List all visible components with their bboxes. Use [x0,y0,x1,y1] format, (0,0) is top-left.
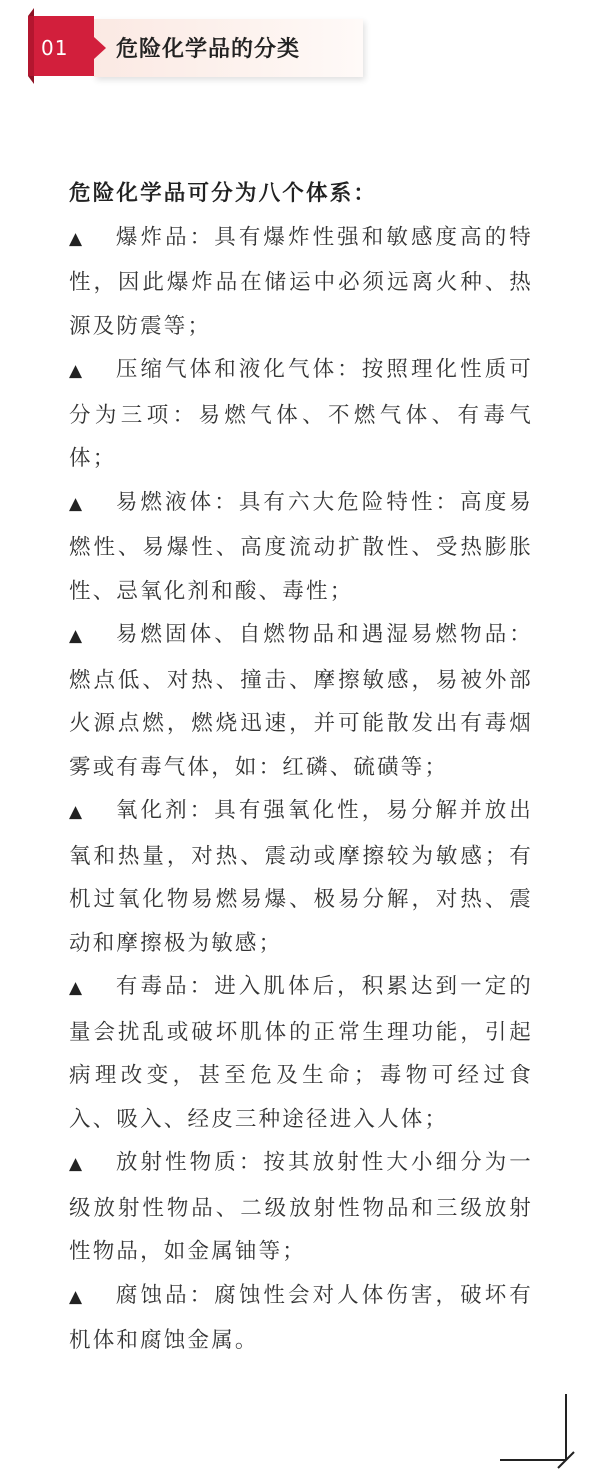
category-text: 压缩气体和液化气体：按照理化性质可分为三项：易燃气体、不燃气体、有毒气体； [69,357,533,471]
triangle-bullet-icon: ▲ [69,1286,85,1307]
category-item [69,1141,533,1274]
category-text: 氧化剂：具有强氧化性，易分解并放出氧和热量，对热、震动或摩擦较为敏感；有机过氧化物易燃易爆、极易分解，对热、震动和摩擦极为敏感； [69,798,533,956]
triangle-bullet-icon: ▲ [69,493,85,514]
triangle-bullet-icon: ▲ [69,626,85,646]
category-text: 腐蚀品：腐蚀性会对人体伤害，破坏有机体和腐蚀金属。 [69,1282,533,1353]
intro-text: 危险化学品可分为八个体系： [69,181,378,206]
triangle-bullet-icon: ▲ [69,1154,85,1174]
triangle-bullet-icon: ▲ [69,228,85,249]
category-text: 有毒品：进入肌体后，积累达到一定的量会扰乱或破坏肌体的正常生理功能，引起病理改变，甚至危及生命；毒物可经过食入、吸入、经皮三种途径进入人体； [69,974,533,1132]
category-item [69,965,533,1141]
category-list [69,216,533,1363]
category-item [69,789,533,965]
category-item [69,216,533,349]
category-text: 易燃固体、自燃物品和遇湿易燃物品：燃点低、对热、撞击、摩擦敏感，易被外部火源点燃，燃烧迅速，并可能散发出有毒烟雾或有毒气体，如：红磷、硫磺等； [69,622,533,780]
category-text: 易燃液体：具有六大危险特性：高度易燃性、易爆性、高度流动扩散性、受热膨胀性、忌氧化剂和酸、毒性； [69,489,533,604]
section-number: 01 [41,36,69,60]
triangle-bullet-icon: ▲ [69,978,85,998]
category-text: 放射性物质：按其放射性大小细分为一级放射性物品、二级放射性物品和三级放射性物品，如金属铀等； [69,1150,533,1264]
header-number-tab [28,8,94,84]
category-item [69,481,533,614]
category-item [69,348,533,481]
header-arrow [94,37,106,59]
section-title: 危险化学品的分类 [116,37,301,62]
category-item [69,1274,533,1363]
article-body [69,172,533,1363]
triangle-bullet-icon: ▲ [69,361,85,381]
section-header [28,8,363,86]
triangle-bullet-icon: ▲ [69,802,85,822]
category-item [69,613,533,789]
category-text: 爆炸品：具有爆炸性强和敏感度高的特性，因此爆炸品在储运中必须远离火种、热源及防震等； [69,224,533,339]
corner-decoration [500,1394,580,1469]
